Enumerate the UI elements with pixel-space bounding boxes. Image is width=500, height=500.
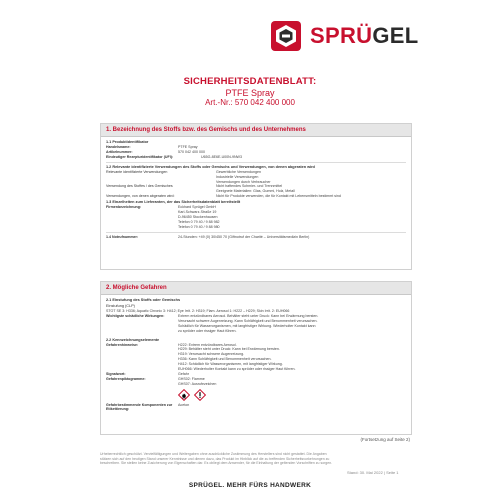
value: H336: Kann Schläfrigkeit und Benommenheit verursachen. [178,357,272,362]
value: H319: Verursacht schwere Augenreizung. [178,352,245,357]
value: Gewerbliche Verwendungen [216,169,261,174]
label: Gefahrbestimmende Komponenten zur Etikettierung: [106,402,173,412]
subsection-2-1: 2.1 Einstufung des Stoffs oder Gemischs [106,298,181,302]
brand-tagline: SPRÜGEL. MEHR FÜRS HANDWERK [188,482,312,489]
value: Telefon 0 79 40 / 9 88 980 [178,224,220,229]
label: Verwendung des Stoffes / des Gemisches [106,184,173,189]
value: Geeignete Materialien: Glas, Gummi, Holz, Metall [216,189,295,194]
document-title: SICHERHEITSDATENBLATT: [183,76,317,87]
subsection-2-2: 2.2 Kennzeichnungselemente [106,337,160,342]
value: U65G-8E6E-U00N-9NW3 [201,154,242,159]
value: Verursacht schwere Augenreizung. Kann Schläfrigkeit und Benommenheit verursachen. [178,318,318,323]
continued-note: (Fortsetzung auf Seite 2) [360,437,410,442]
value: D-96450 Stockenhausen [178,214,218,219]
footnote [100,452,400,466]
subsection-1-3: 1.3 Einzelheiten zum Lieferanten, der das Sicherheitsdatenblatt bereitstellt [106,200,241,205]
label: Firmenbezeichnung: [106,205,142,210]
clp-label: Einstufung (CLP) [106,304,135,308]
label: Gefahrenhinweise: [106,342,139,347]
footnote-line: Urheberrechtlich geschützt. Vervielfältigungen und Weitergaben ohne ausdrückliche Zustimmung des Herstellers sind nicht gestattet. Die Angaben [100,452,327,456]
value: Telefon 0 79 40 / 9 88 982 [178,219,220,224]
label: 1.4 Notrufnummer: [106,234,139,239]
section-2-heading: 2. Mögliche Gefahren [101,282,411,295]
label: Wichtigste schädliche Wirkungen: [106,313,165,318]
value: Aceton [178,402,190,407]
value: H229: Behälter steht unter Druck: Kann bei Erwärmung bersten. [178,347,280,352]
value: Nicht für Produkte verwenden, die für Kontakt mit Lebensmitteln bestimmt sind [216,194,341,199]
label: Signalwort: [106,371,126,376]
value: GHS07: Ausrufezeichen [178,381,217,386]
divider [106,162,406,163]
label: Gefahrenpiktogramme: [106,376,146,381]
label: Handelsname: [106,145,131,149]
clp-classification: STOT SE 3: H336; Aquatic Chronic 3: H412; Eye Irrit. 2: H319; Flam. Aerosol 1: H222 – H229; Skin Irrit. 2: EUH066 [106,309,290,313]
value: 570 042 400 000 [178,149,205,154]
value: Industrielle Verwendungen [216,174,259,179]
exclamation-icon [194,389,206,401]
value: Extrem entzündbares Aerosol. Behälter steht unter Druck: Kann bei Erwärmung bersten. [178,313,319,318]
sprugel-logo-icon [270,20,302,52]
value: H412: Schädlich für Wasserorganismen, mit langfristiger Wirkung. [178,362,283,367]
label: Relevante identifizierte Verwendungen [106,169,168,174]
value: Nicht haftendes Schmier- und Trennmittel [216,184,283,189]
subsection-1-1: 1.1 Produktidentifikator [106,140,149,144]
section-1-heading: 1. Bezeichnung des Stoffs bzw. des Gemischs und des Unternehmens [101,124,411,137]
label: Eindeutiger Rezepturidentifikator (UFI): [106,154,174,159]
value: Gefahr [178,371,189,376]
brand-name: SPRÜGEL [310,23,419,48]
ghs-pictograms [178,389,406,401]
value: zu spröder oder rissiger Haut führen. [178,328,237,333]
value: H222: Extrem entzündbares Aerosol. [178,342,237,347]
subsection-1-2: 1.2 Relevante identifizierte Verwendungen des Stoffs oder Gemischs und Verwendungen, von denen abgeraten wird [106,164,315,169]
footnote-line: stützen sich auf den heutigen Stand unserer Kenntnisse und dienen dazu, das Produkt im Hinblick auf die zu treffenden Sicherheitsvorkehrungen zu [100,456,330,461]
document-title-block [0,76,500,107]
brand-logo [270,20,418,52]
product-name: PTFE Spray [225,88,275,98]
value: GHS02: Flamme [178,376,205,381]
value: Karl-Schwarz-Straße 19 [178,210,217,215]
value: 24-Stunden: +49 (0) 30/450 70 (Giftnotruf der Charité – Universitätsmedizin Berlin) [178,234,310,239]
label: Artikelnummer: [106,149,133,154]
value: Verwendungen durch Verbraucher [216,179,271,184]
value: PTFE Spray [178,145,198,149]
value: EUH066: Wiederholter Kontakt kann zu spröder oder rissiger Haut führen. [178,367,296,372]
flame-icon [178,389,190,401]
label: Verwendungen, von denen abgeraten wird: [106,194,175,199]
section-2 [100,281,412,435]
article-number: Art.-Nr.: 570 042 400 000 [205,98,295,107]
divider [106,232,406,233]
section-1 [100,123,412,270]
date-page-info: Stand: 30. Mai 2022 | Seite 1 [347,470,399,475]
value: Eckhard Sprügel GmbH [178,205,216,210]
footnote-line: beschreiben. Sie stellen keine Zusicherung von Eigenschaften dar. Es obliegt dem Anwender, für die Einhaltung der geltenden Vorschriften zu sorgen. [100,461,333,466]
value: Schädlich für Wasserorganismen, mit langfristiger Wirkung. Wiederholter Kontakt kann [178,323,316,328]
